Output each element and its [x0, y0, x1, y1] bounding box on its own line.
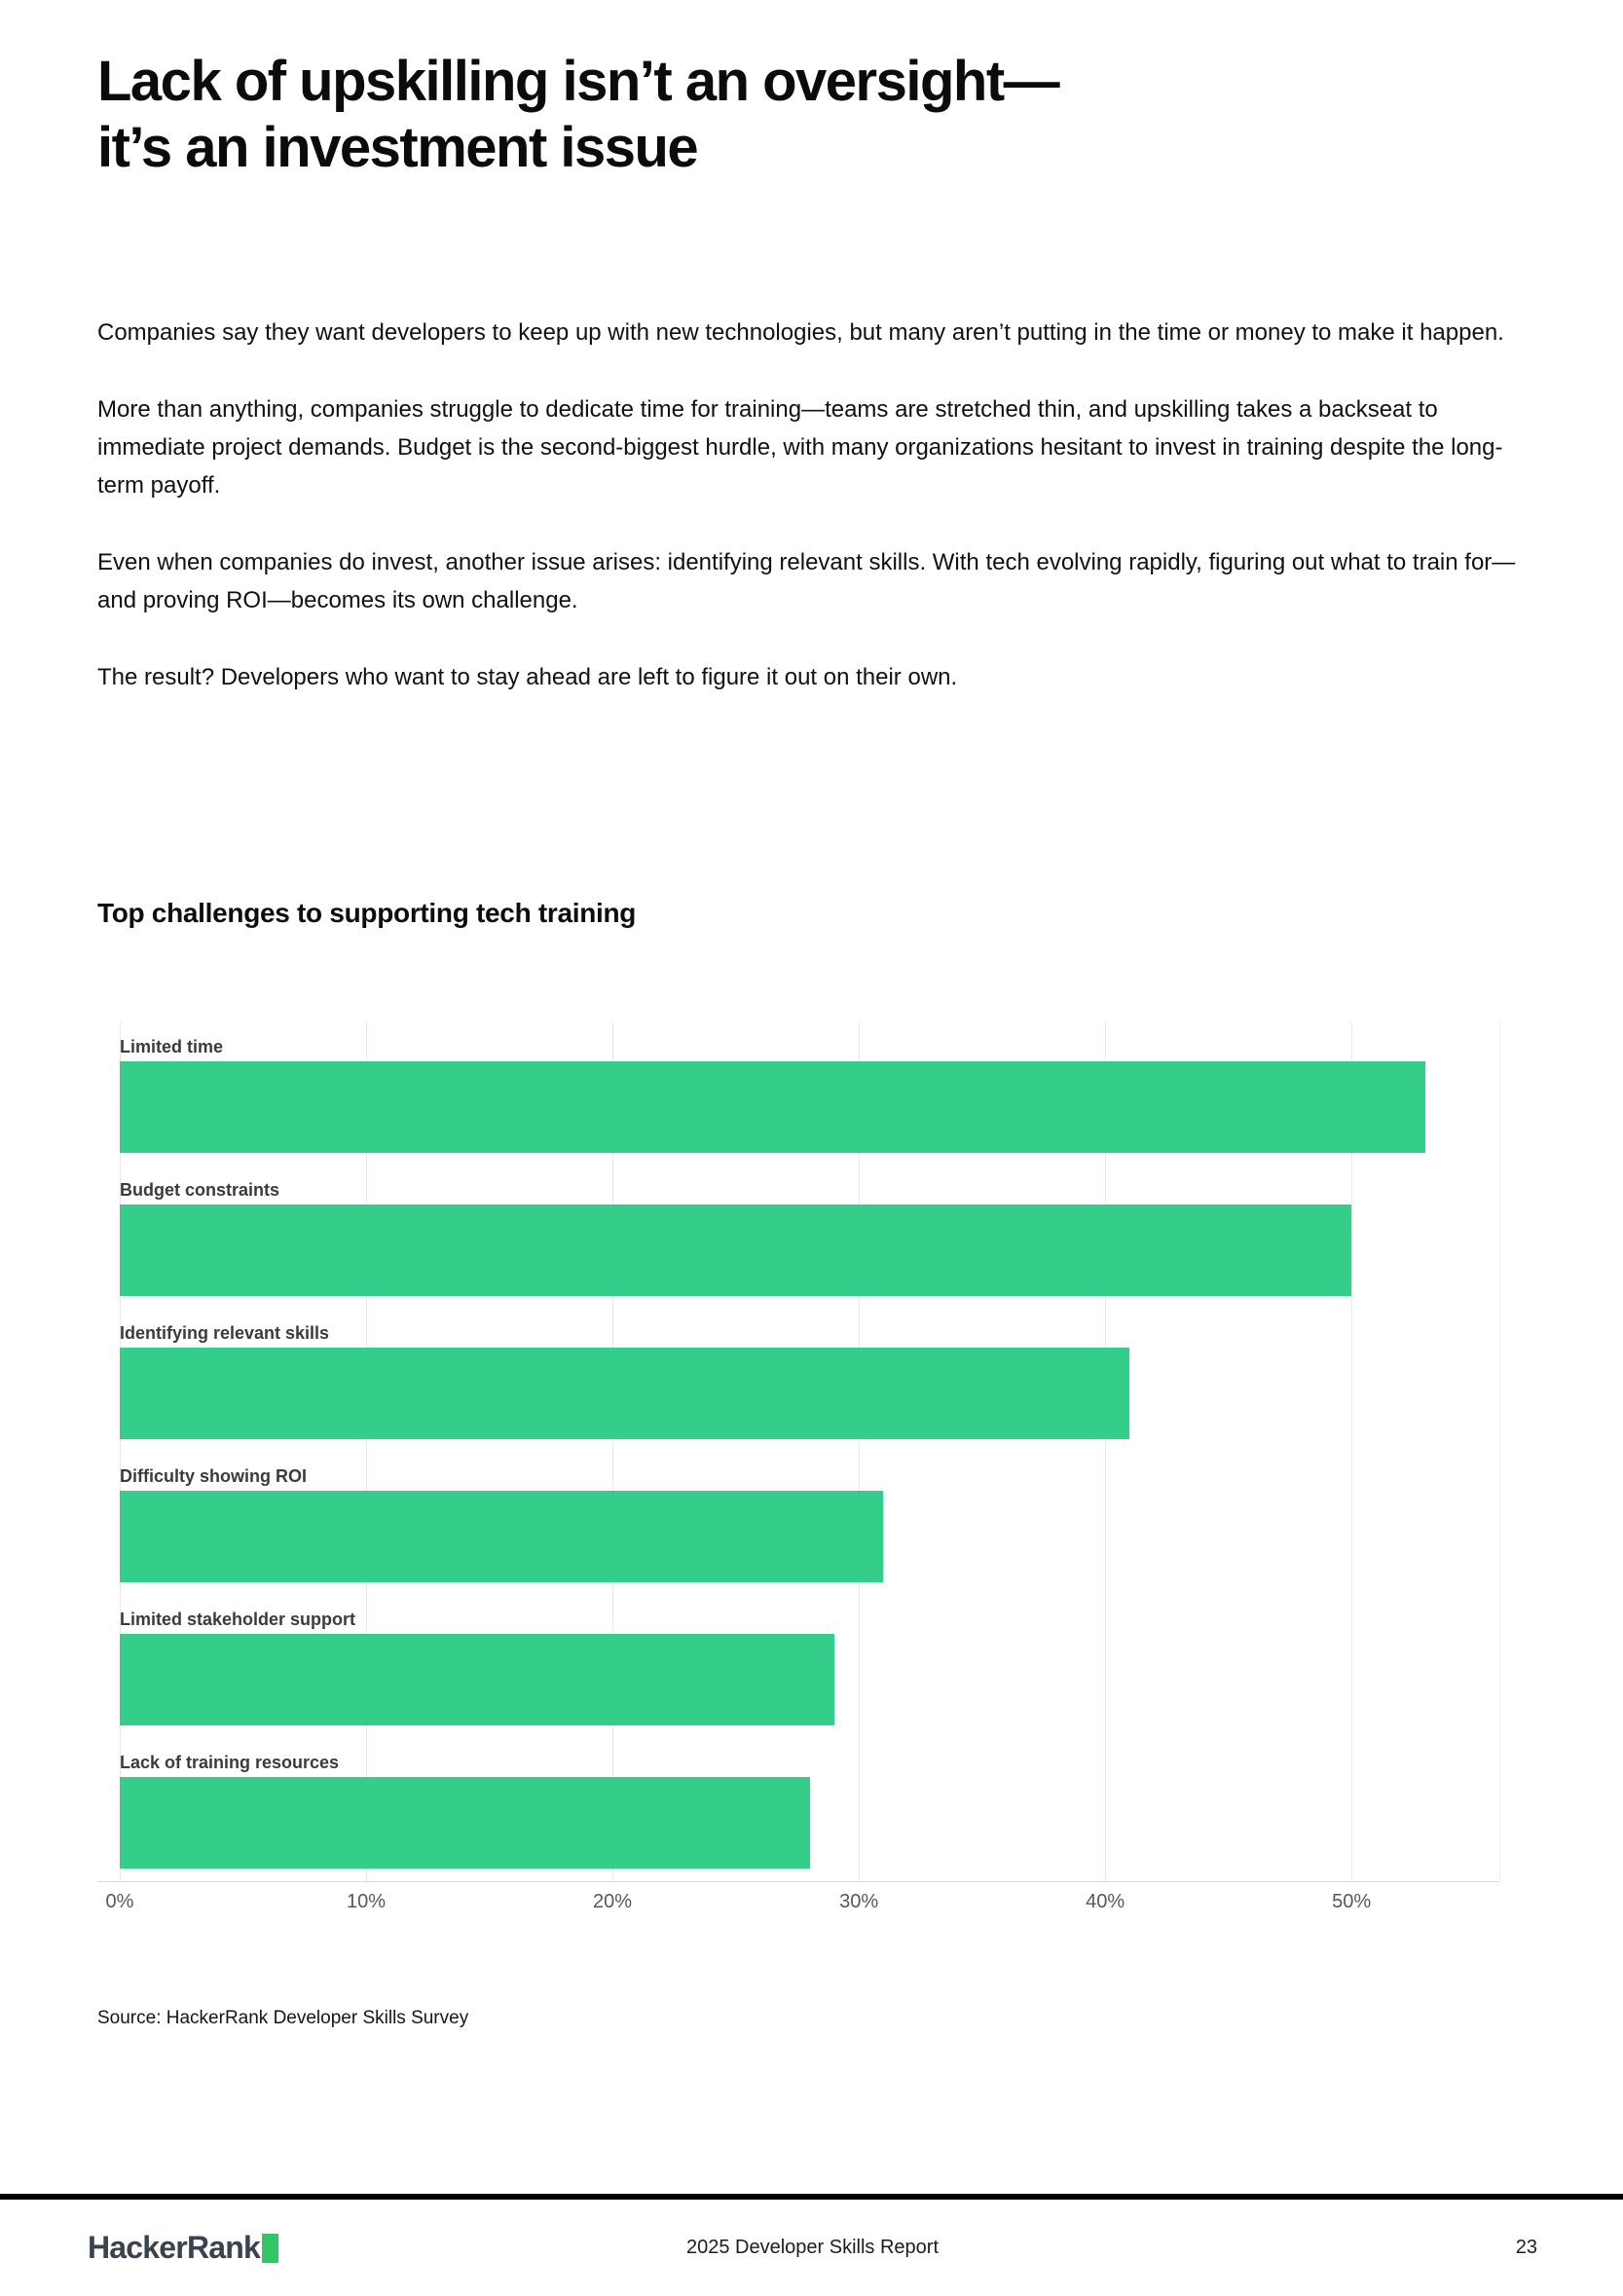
x-axis-tick-label: 40%: [1086, 1891, 1125, 1912]
footer-report-title: 2025 Developer Skills Report: [685, 2237, 940, 2258]
bar-row: [120, 1309, 1499, 1452]
bar-row: [120, 1595, 1499, 1738]
page-number: 23: [1515, 2237, 1537, 2258]
intro-paragraph: Even when companies do invest, another issue arises: identifying relevant skills. With tech evolving rapidly, figuring out what to train for—and proving ROI—becomes its own challenge.: [97, 549, 1516, 613]
bar-label: Identifying relevant skills: [120, 1323, 330, 1343]
x-axis-tick-label: 10%: [347, 1891, 387, 1912]
intro-paragraph: Companies say they want developers to keep up with new technologies, but many aren’t putting in the time or money to make it happen.: [97, 319, 1504, 346]
page-title-line-1: Lack of upskilling isn’t an oversight—: [97, 50, 1059, 113]
x-axis-tick-label: 30%: [839, 1891, 879, 1912]
intro-paragraph: The result? Developers who want to stay ahead are left to figure it out on their own.: [97, 664, 958, 690]
bar: [120, 1061, 1425, 1153]
page-title-line-2: it’s an investment issue: [97, 116, 698, 179]
bar-row: [120, 1022, 1499, 1166]
bar-label: Limited stakeholder support: [120, 1610, 356, 1629]
bar-row: [120, 1452, 1499, 1595]
bar: [120, 1777, 810, 1869]
source-note: Source: HackerRank Developer Skills Survey: [97, 2008, 469, 2028]
bar-label: Limited time: [120, 1037, 224, 1056]
intro-text: [97, 314, 1521, 735]
bar-label: Lack of training resources: [120, 1753, 340, 1772]
footer-left: [88, 2230, 686, 2266]
chart-heading: Top challenges to supporting tech training: [97, 898, 637, 928]
hackerrank-logo: [88, 2230, 278, 2266]
bar-chart: [97, 1022, 1499, 1882]
bar-row: [120, 1738, 1499, 1881]
bar: [120, 1204, 1351, 1296]
hackerrank-logo-text: HackerRank: [88, 2230, 261, 2265]
bar-row: [120, 1166, 1499, 1309]
intro-paragraph: More than anything, companies struggle to dedicate time for training—teams are stretched thin, and upskilling takes a backseat to immediate project demands. Budget is the second-biggest hurdle, with many organizations hesitant to invest in training despite the long-term payoff.: [97, 396, 1503, 499]
bar: [120, 1348, 1129, 1439]
bar-label: Budget constraints: [120, 1180, 280, 1200]
hackerrank-logo-green-block-icon: [262, 2234, 278, 2263]
x-axis-tick-label: 50%: [1332, 1891, 1372, 1912]
page-title: [97, 49, 1535, 181]
bar: [120, 1634, 834, 1725]
x-axis-tick-label: 0%: [105, 1891, 134, 1912]
x-axis-tick-label: 20%: [593, 1891, 633, 1912]
bar-label: Difficulty showing ROI: [120, 1466, 307, 1486]
chart-xticks: [105, 1882, 1499, 1927]
footer: [88, 2200, 1537, 2296]
bar: [120, 1491, 883, 1582]
chart-plot: [120, 1022, 1500, 1881]
